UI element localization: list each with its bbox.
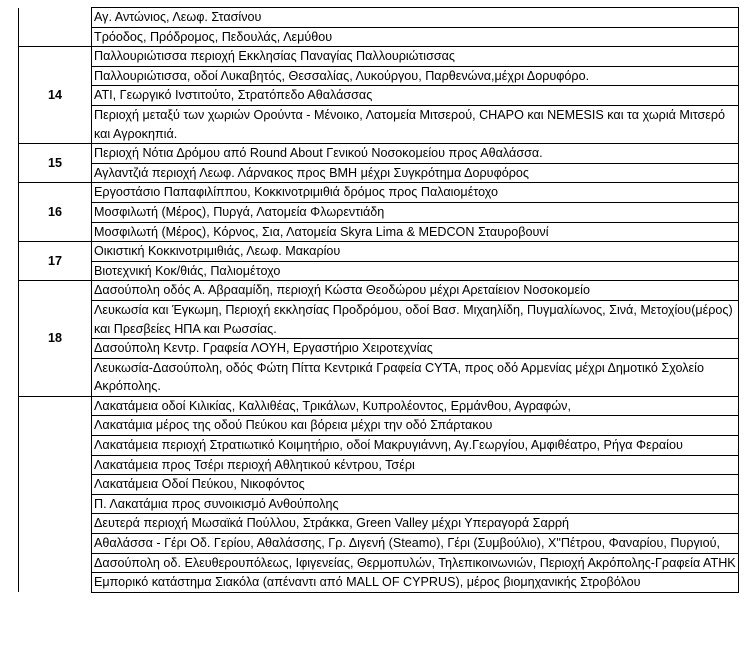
- group-number-cell: [19, 8, 92, 47]
- area-cell: Παλλουριώτισσα περιοχή Εκκλησίας Παναγίας Παλλουριώτισσας: [92, 47, 739, 67]
- area-cell: Αγλαντζιά περιοχή Λεωφ. Λάρνακος προς ΒΜΗ μέχρι Συγκρότημα Δορυφόρος: [92, 163, 739, 183]
- area-cell: Βιοτεχνική Κοκ/θιάς, Παλιομέτοχο: [92, 261, 739, 281]
- area-cell: Λακατάμεια περιοχή Στρατιωτικό Κοιμητήριο, οδοί Μακρυγιάννη, Αγ.Γεωργίου, Αμφιθέατρο, Ρήγα Φεραίου: [92, 436, 739, 456]
- table-row: [19, 300, 739, 338]
- table-row: [19, 281, 739, 301]
- area-cell: Μοσφιλωτή (Μέρος), Πυργά, Λατομεία Φλωρεντιάδη: [92, 202, 739, 222]
- area-cell: Δασούπολη οδ. Ελευθερουπόλεως, Ιφιγενείας, Θερμοπυλών, Τηλεπικοινωνιών, Περιοχή Ακρόπολης-Γραφεία ΑΤΗΚ: [92, 553, 739, 573]
- table-row: [19, 396, 739, 416]
- table-row: [19, 242, 739, 262]
- group-number-cell: 16: [19, 183, 92, 242]
- areas-table: [18, 7, 739, 593]
- group-number-cell: 18: [19, 281, 92, 397]
- area-cell: Οικιστική Κοκκινοτριμιθιάς, Λεωφ. Μακαρίου: [92, 242, 739, 262]
- table-row: [19, 455, 739, 475]
- table-row: [19, 202, 739, 222]
- group-number-cell: 15: [19, 144, 92, 183]
- table-row: [19, 339, 739, 359]
- table-row: [19, 144, 739, 164]
- table-row: [19, 573, 739, 593]
- table-row: [19, 261, 739, 281]
- area-cell: Π. Λακατάμια προς συνοικισμό Ανθούπολης: [92, 494, 739, 514]
- table-row: [19, 8, 739, 28]
- table-row: [19, 163, 739, 183]
- area-cell: ΑΤΙ, Γεωργικό Ινστιτούτο, Στρατόπεδο Αθαλάσσας: [92, 86, 739, 106]
- table-row: [19, 494, 739, 514]
- table-row: [19, 86, 739, 106]
- table-row: [19, 222, 739, 242]
- area-cell: Λακατάμεια οδοί Κιλικίας, Καλλιθέας, Τρικάλων, Κυπρολέοντος, Ερμάνθου, Αγραφών,: [92, 396, 739, 416]
- table-row: [19, 105, 739, 143]
- area-cell: Περιοχή Νότια Δρόμου από Round About Γενικού Νοσοκομείου προς Αθαλάσσα.: [92, 144, 739, 164]
- table-row: [19, 553, 739, 573]
- area-cell: Αγ. Αντώνιος, Λεωφ. Στασίνου: [92, 8, 739, 28]
- area-cell: Αθαλάσσα - Γέρι Οδ. Γερίου, Αθαλάσσης, Γρ. Διγενή (Steamo), Γέρι (Συμβούλιο), Χ"Πέτρου, Φαναρίου, Πυργιού,: [92, 534, 739, 554]
- area-cell: Εμπορικό κατάστημα Σιακόλα (απέναντι από MALL OF CYPRUS), μέρος βιομηχανικής Στροβόλου: [92, 573, 739, 593]
- table-row: [19, 27, 739, 47]
- area-cell: Μοσφιλωτή (Μέρος), Κόρνος, Σια, Λατομεία Skyra Lima & MEDCON Σταυροβουνί: [92, 222, 739, 242]
- group-number-cell: 17: [19, 242, 92, 281]
- area-cell: Λευκωσία και Έγκωμη, Περιοχή εκκλησίας Προδρόμου, οδοί Βασ. Μιχαηλίδη, Πυγμαλίωνος, Σινά, Μετοχίου(μέρος) και Πρεσβείες ΗΠΑ και Ρωσσίας.: [92, 300, 739, 338]
- area-cell: Λακατάμεια προς Τσέρι περιοχή Αθλητικού κέντρου, Τσέρι: [92, 455, 739, 475]
- area-cell: Τρόοδος, Πρόδρομος, Πεδουλάς, Λεμύθου: [92, 27, 739, 47]
- table-row: [19, 66, 739, 86]
- area-cell: Δασούπολη Κεντρ. Γραφεία ΛΟΥΗ, Εργαστήριο Χειροτεχνίας: [92, 339, 739, 359]
- area-cell: Παλλουριώτισσα, οδοί Λυκαβητός, Θεσσαλίας, Λυκούργου, Παρθενώνα,μέχρι Δορυφόρο.: [92, 66, 739, 86]
- area-cell: Λευκωσία-Δασούπολη, οδός Φώτη Πίττα Κεντρικά Γραφεία CYTA, προς οδό Αρμενίας μέχρι Δημοτικό Σχολείο Ακρόπολης.: [92, 358, 739, 396]
- table-row: [19, 47, 739, 67]
- area-cell: Δευτερά περιοχή Μωσαϊκά Πούλλου, Στράκκα, Green Valley μέχρι Υπεραγορά Σαρρή: [92, 514, 739, 534]
- table-row: [19, 416, 739, 436]
- table-row: [19, 183, 739, 203]
- group-number-cell: 14: [19, 47, 92, 144]
- area-cell: Εργοστάσιο Παπαφιλίππου, Κοκκινοτριμιθιά δρόμος προς Παλαιομέτοχο: [92, 183, 739, 203]
- table-row: [19, 534, 739, 554]
- area-cell: Λακατάμεια Οδοί Πεύκου, Νικοφόντος: [92, 475, 739, 495]
- table-row: [19, 358, 739, 396]
- area-cell: Περιοχή μεταξύ των χωριών Ορούντα - Μένοικο, Λατομεία Μιτσερού, CHAPO και NEMESIS και τα χωριά Μιτσερό και Αγροκηπιά.: [92, 105, 739, 143]
- area-cell: Δασούπολη οδός Α. Αβρααμίδη, περιοχή Κώστα Θεοδώρου μέχρι Αρεταίειον Νοσοκομείο: [92, 281, 739, 301]
- group-number-cell: [19, 396, 92, 592]
- table-row: [19, 436, 739, 456]
- table-row: [19, 514, 739, 534]
- table-row: [19, 475, 739, 495]
- area-cell: Λακατάμια μέρος της οδού Πεύκου και βόρεια μέχρι την οδό Σπάρτακου: [92, 416, 739, 436]
